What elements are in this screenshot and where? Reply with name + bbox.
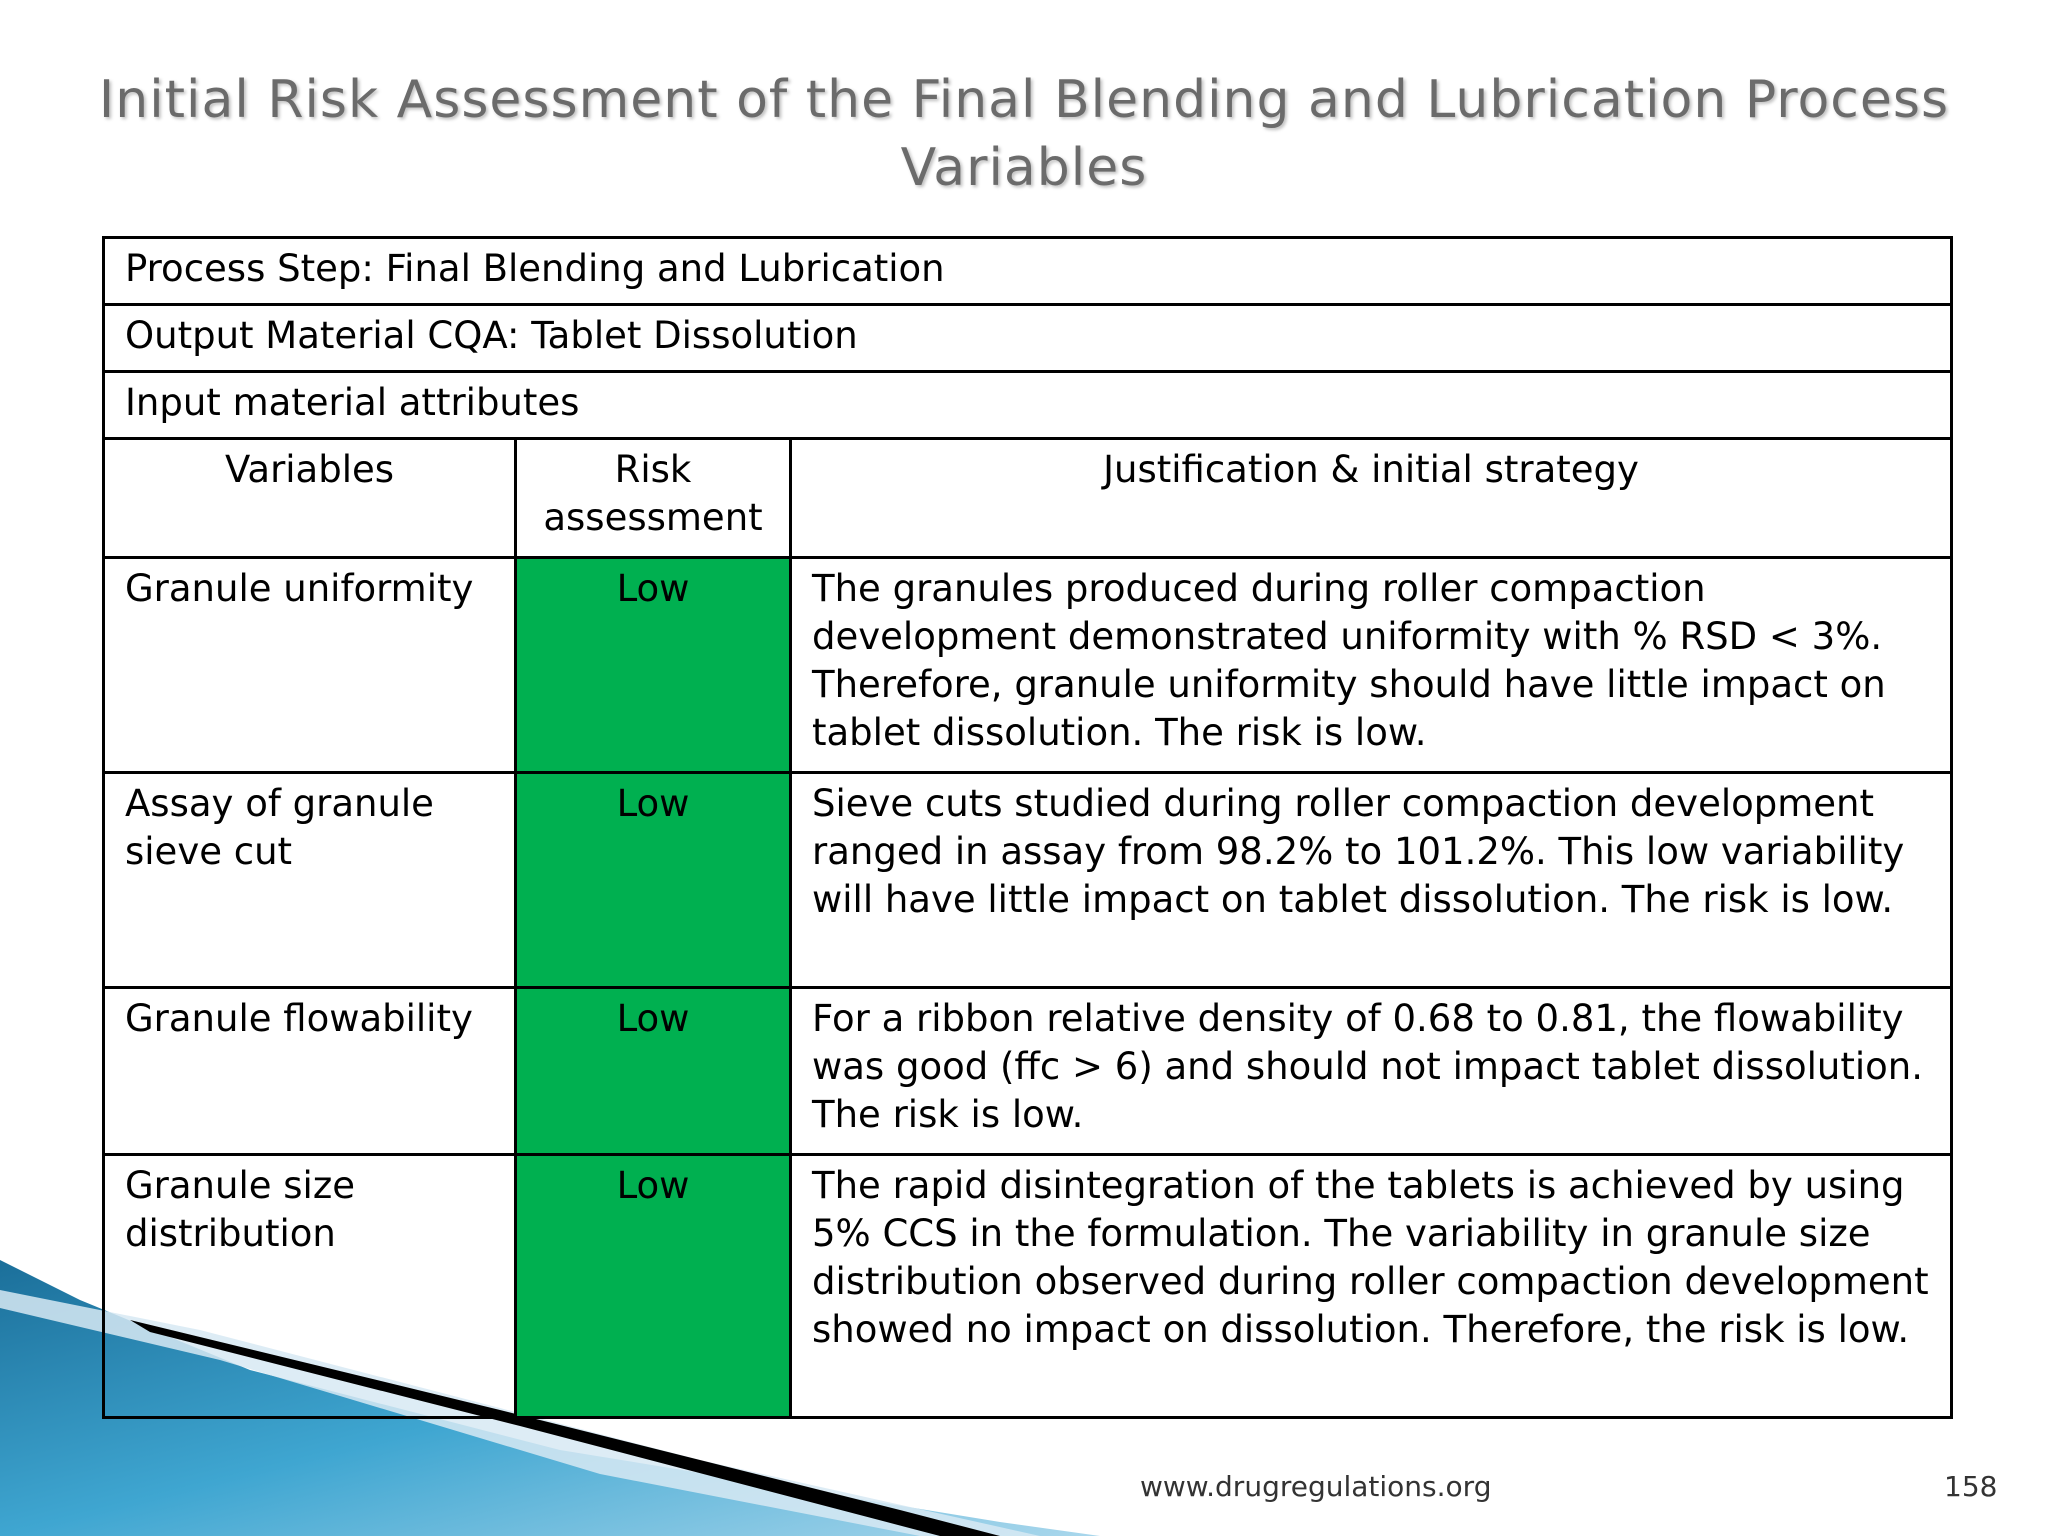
justification-cell: For a ribbon relative density of 0.68 to 0.81, the flowability was good (ffc > 6) and should not impact tablet dissolution. The risk is low. [791,988,1952,1155]
risk-cell: Low [516,773,791,988]
output-cqa-row [104,305,1952,372]
justification-cell: The granules produced during roller compaction development demonstrated uniformity with % RSD < 3%. Therefore, granule uniformity should have little impact on tablet dissolution. The risk is low. [791,558,1952,773]
header-justification: Justification & initial strategy [791,439,1952,558]
risk-cell: Low [516,558,791,773]
risk-cell: Low [516,988,791,1155]
footer-website: www.drugregulations.org [1140,1470,1492,1503]
risk-cell: Low [516,1155,791,1418]
slide-title-line-2: Variables [900,138,1148,198]
table-row [104,988,1952,1155]
input-attributes-row [104,372,1952,439]
process-step-row [104,238,1952,305]
input-attributes-cell: Input material attributes [104,372,1952,439]
variable-cell: Assay of granule sieve cut [104,773,516,988]
table-row [104,773,1952,988]
slide-title [60,66,1988,202]
risk-assessment-table [102,236,1953,1419]
table-header-row [104,439,1952,558]
header-variables: Variables [104,439,516,558]
slide-title-line-1: Initial Risk Assessment of the Final Blending and Lubrication Process [98,70,1950,130]
table-row [104,558,1952,773]
variable-cell: Granule flowability [104,988,516,1155]
output-cqa-cell: Output Material CQA: Tablet Dissolution [104,305,1952,372]
page-number: 158 [1944,1470,1998,1503]
table-row [104,1155,1952,1418]
header-risk-assessment: Risk assessment [516,439,791,558]
justification-cell: Sieve cuts studied during roller compaction development ranged in assay from 98.2% to 101.2%. This low variability will have little impact on tablet dissolution. The risk is low. [791,773,1952,988]
process-step-cell: Process Step: Final Blending and Lubrication [104,238,1952,305]
variable-cell: Granule size distribution [104,1155,516,1418]
justification-cell: The rapid disintegration of the tablets is achieved by using 5% CCS in the formulation. The variability in granule size distribution observed during roller compaction development showed no impact on dissolution. Therefore, the risk is low. [791,1155,1952,1418]
variable-cell: Granule uniformity [104,558,516,773]
